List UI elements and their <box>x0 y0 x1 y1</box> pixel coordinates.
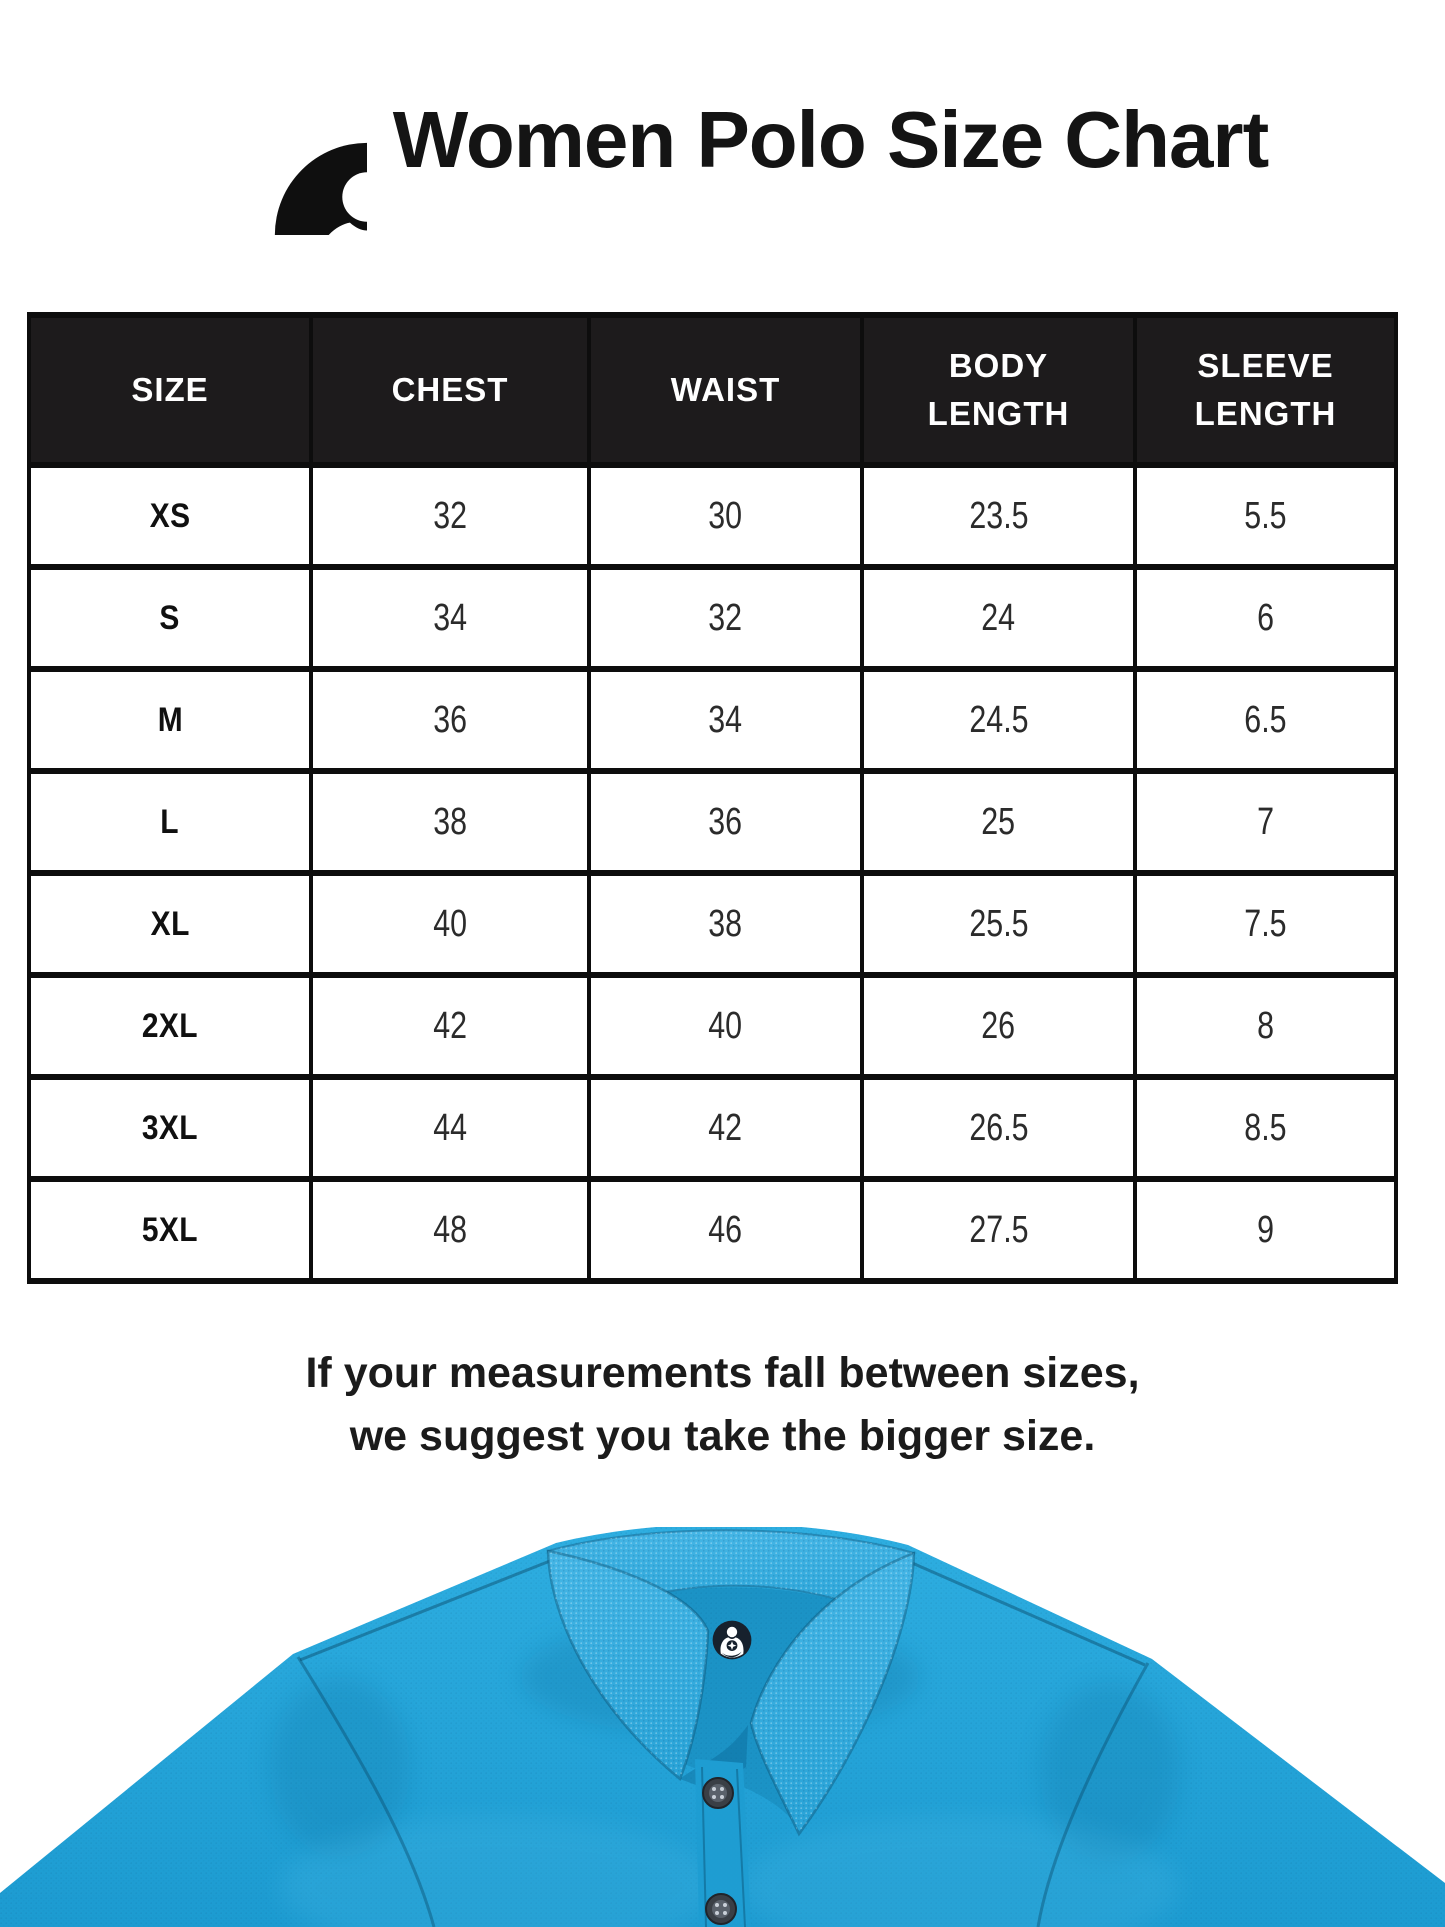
col-header-sleeve-length: SLEEVE LENGTH <box>1135 315 1396 465</box>
sleeve-length-cell: 5.5 <box>1244 494 1287 537</box>
body-length-cell: 26.5 <box>968 1106 1029 1149</box>
size-cell: 5XL <box>141 1210 199 1249</box>
size-cell: S <box>159 598 181 637</box>
table-row <box>29 873 1396 975</box>
sleeve-length-cell: 9 <box>1257 1208 1274 1251</box>
body-length-cell: 24.5 <box>968 698 1029 741</box>
size-cell: XL <box>150 904 190 943</box>
body-length-cell: 25.5 <box>968 902 1029 945</box>
chest-cell: 36 <box>433 698 467 741</box>
waist-cell: 42 <box>708 1106 743 1149</box>
body-length-cell: 23.5 <box>968 494 1029 537</box>
waist-cell: 38 <box>708 902 743 945</box>
placket-button <box>706 1894 736 1924</box>
chest-cell: 40 <box>433 902 467 945</box>
body-length-cell: 24 <box>981 596 1016 639</box>
table-row <box>29 567 1396 669</box>
table-row <box>29 1179 1396 1281</box>
table-row <box>29 465 1396 567</box>
table-row <box>29 771 1396 873</box>
fit-note-line2: we suggest you take the bigger size. <box>349 1412 1096 1460</box>
chest-cell: 38 <box>433 800 467 843</box>
col-header-size: SIZE <box>29 315 311 465</box>
polo-shirt-photo <box>0 1527 1445 1927</box>
sleeve-length-cell: 8.5 <box>1244 1106 1287 1149</box>
size-chart-table <box>27 312 1398 1284</box>
col-header-body-length: BODY LENGTH <box>862 315 1135 465</box>
body-length-cell: 27.5 <box>968 1208 1029 1251</box>
table-row <box>29 975 1396 1077</box>
sleeve-length-cell: 8 <box>1257 1004 1274 1047</box>
waist-cell: 46 <box>708 1208 743 1251</box>
chest-cell: 34 <box>433 596 467 639</box>
chest-cell: 44 <box>433 1106 467 1149</box>
table-row <box>29 669 1396 771</box>
chest-cell: 48 <box>433 1208 467 1251</box>
collar-logo-icon <box>713 1621 752 1660</box>
brand-header <box>0 44 1445 236</box>
brand-logo-icon <box>177 45 367 235</box>
sleeve-length-cell: 6 <box>1257 596 1274 639</box>
sleeve-length-cell: 7 <box>1257 800 1274 843</box>
page-title: Women Polo Size Chart <box>392 95 1269 184</box>
size-cell: L <box>160 802 180 841</box>
fit-note <box>0 1342 1445 1468</box>
col-header-waist: WAIST <box>589 315 862 465</box>
table-header-row <box>29 315 1396 465</box>
sleeve-length-cell: 7.5 <box>1244 902 1287 945</box>
size-cell: XS <box>149 496 191 535</box>
table-row <box>29 1077 1396 1179</box>
body-length-cell: 25 <box>981 800 1016 843</box>
chest-cell: 32 <box>433 494 467 537</box>
waist-cell: 30 <box>708 494 743 537</box>
waist-cell: 32 <box>708 596 743 639</box>
placket-button <box>703 1778 733 1808</box>
chest-cell: 42 <box>433 1004 467 1047</box>
sleeve-length-cell: 6.5 <box>1244 698 1287 741</box>
waist-cell: 34 <box>708 698 743 741</box>
waist-cell: 36 <box>708 800 743 843</box>
col-header-chest: CHEST <box>311 315 589 465</box>
size-cell: 3XL <box>141 1108 199 1147</box>
fit-note-line1: If your measurements fall between sizes, <box>305 1349 1140 1397</box>
waist-cell: 40 <box>708 1004 743 1047</box>
size-cell: 2XL <box>141 1006 199 1045</box>
size-cell: M <box>157 700 183 739</box>
body-length-cell: 26 <box>981 1004 1016 1047</box>
